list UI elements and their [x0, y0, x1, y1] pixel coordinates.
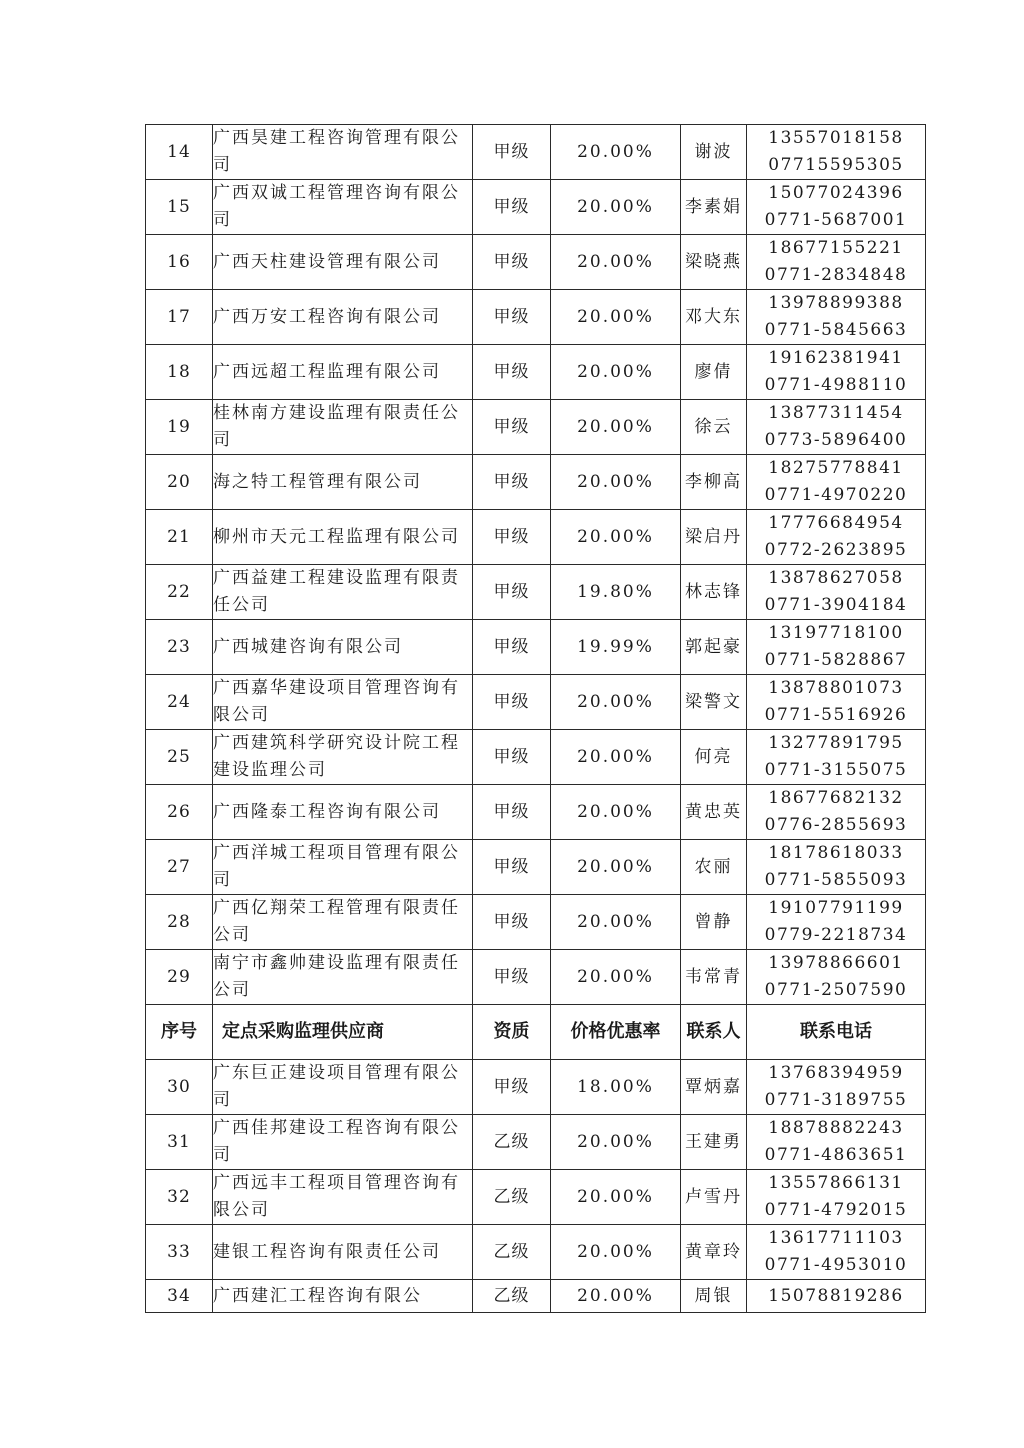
table-row	[146, 235, 926, 290]
row-discount-rate: 20.00%	[551, 840, 681, 895]
row-phone-numbers	[747, 895, 926, 950]
table-row	[146, 455, 926, 510]
row-qualification: 甲级	[473, 455, 551, 510]
row-supplier-name: 广西远丰工程项目管理咨询有限公司	[213, 1170, 473, 1225]
row-seq: 25	[146, 730, 213, 785]
table-row	[146, 1115, 926, 1170]
row-seq: 33	[146, 1225, 213, 1280]
row-contact-person: 谢波	[681, 125, 747, 180]
row-contact-person: 邓大东	[681, 290, 747, 345]
row-phone-numbers	[747, 1170, 926, 1225]
row-qualification: 甲级	[473, 675, 551, 730]
row-seq: 23	[146, 620, 213, 675]
row-discount-rate: 19.80%	[551, 565, 681, 620]
row-discount-rate: 20.00%	[551, 180, 681, 235]
row-supplier-name: 广西建筑科学研究设计院工程建设监理公司	[213, 730, 473, 785]
row-discount-rate: 20.00%	[551, 510, 681, 565]
table-row	[146, 1170, 926, 1225]
header-discount: 价格优惠率	[551, 1005, 681, 1060]
row-supplier-name: 建银工程咨询有限责任公司	[213, 1225, 473, 1280]
row-seq: 29	[146, 950, 213, 1005]
row-seq: 27	[146, 840, 213, 895]
row-phone-numbers	[747, 1060, 926, 1115]
row-seq: 30	[146, 1060, 213, 1115]
header-qualification: 资质	[473, 1005, 551, 1060]
phone-number: 18677682132	[768, 788, 904, 808]
table-row	[146, 785, 926, 840]
phone-number: 0779-2218734	[764, 925, 908, 945]
row-phone-numbers	[747, 290, 926, 345]
phone-number: 13617711103	[768, 1228, 904, 1248]
row-phone-numbers	[747, 785, 926, 840]
row-phone-numbers	[747, 235, 926, 290]
row-phone-numbers	[747, 565, 926, 620]
row-supplier-name: 广东巨正建设项目管理有限公司	[213, 1060, 473, 1115]
phone-number: 13877311454	[768, 403, 904, 423]
row-discount-rate: 20.00%	[551, 345, 681, 400]
header-phone: 联系电话	[747, 1005, 926, 1060]
phone-number: 0771-3904184	[764, 595, 908, 615]
row-phone-numbers	[747, 180, 926, 235]
row-qualification: 甲级	[473, 290, 551, 345]
table-row	[146, 125, 926, 180]
row-contact-person: 廖倩	[681, 345, 747, 400]
row-contact-person: 曾静	[681, 895, 747, 950]
row-discount-rate: 20.00%	[551, 1170, 681, 1225]
row-supplier-name: 广西隆泰工程咨询有限公司	[213, 785, 473, 840]
row-seq: 22	[146, 565, 213, 620]
phone-number: 19162381941	[768, 348, 904, 368]
row-discount-rate: 20.00%	[551, 785, 681, 840]
phone-number: 0771-2507590	[764, 980, 908, 1000]
row-qualification: 甲级	[473, 1060, 551, 1115]
row-discount-rate: 18.00%	[551, 1060, 681, 1115]
phone-number: 0772-2623895	[764, 540, 908, 560]
row-phone-numbers	[747, 1225, 926, 1280]
row-seq: 26	[146, 785, 213, 840]
table-row	[146, 1280, 926, 1313]
row-contact-person: 梁启丹	[681, 510, 747, 565]
row-supplier-name: 桂林南方建设监理有限责任公司	[213, 400, 473, 455]
row-contact-person: 卢雪丹	[681, 1170, 747, 1225]
phone-number: 0771-5687001	[764, 210, 908, 230]
row-seq: 32	[146, 1170, 213, 1225]
phone-number: 0771-4953010	[764, 1255, 908, 1275]
row-discount-rate: 20.00%	[551, 895, 681, 950]
row-contact-person: 梁警文	[681, 675, 747, 730]
row-qualification: 甲级	[473, 895, 551, 950]
table-row	[146, 730, 926, 785]
row-discount-rate: 20.00%	[551, 950, 681, 1005]
row-supplier-name: 广西嘉华建设项目管理咨询有限公司	[213, 675, 473, 730]
row-discount-rate: 20.00%	[551, 235, 681, 290]
phone-number: 18878882243	[768, 1118, 904, 1138]
row-phone-numbers	[747, 455, 926, 510]
row-seq: 28	[146, 895, 213, 950]
row-qualification: 甲级	[473, 345, 551, 400]
table-row	[146, 345, 926, 400]
supplier-table-body	[146, 125, 926, 1313]
table-row	[146, 510, 926, 565]
row-seq: 15	[146, 180, 213, 235]
phone-number: 18677155221	[768, 238, 904, 258]
phone-number: 17776684954	[768, 513, 904, 533]
phone-number: 13197718100	[768, 623, 904, 643]
header-seq: 序号	[146, 1005, 213, 1060]
row-discount-rate: 20.00%	[551, 1115, 681, 1170]
phone-number: 0771-2834848	[764, 265, 908, 285]
row-qualification: 甲级	[473, 565, 551, 620]
table-row	[146, 675, 926, 730]
row-qualification: 甲级	[473, 950, 551, 1005]
row-discount-rate: 20.00%	[551, 290, 681, 345]
phone-number: 15078819286	[768, 1286, 904, 1306]
phone-number: 13557866131	[768, 1173, 904, 1193]
table-row	[146, 400, 926, 455]
phone-number: 0771-5516926	[764, 705, 908, 725]
row-supplier-name: 广西洋城工程项目管理有限公司	[213, 840, 473, 895]
row-supplier-name: 广西益建工程建设监理有限责任公司	[213, 565, 473, 620]
row-contact-person: 梁晓燕	[681, 235, 747, 290]
row-contact-person: 李素娟	[681, 180, 747, 235]
row-contact-person: 周银	[681, 1280, 747, 1313]
phone-number: 15077024396	[768, 183, 904, 203]
row-discount-rate: 20.00%	[551, 730, 681, 785]
row-seq: 17	[146, 290, 213, 345]
row-phone-numbers	[747, 730, 926, 785]
row-qualification: 甲级	[473, 730, 551, 785]
row-phone-numbers	[747, 400, 926, 455]
header-supplier: 定点采购监理供应商	[213, 1005, 473, 1060]
row-qualification: 甲级	[473, 840, 551, 895]
row-seq: 34	[146, 1280, 213, 1313]
row-qualification: 乙级	[473, 1225, 551, 1280]
table-row	[146, 840, 926, 895]
row-contact-person: 何亮	[681, 730, 747, 785]
row-phone-numbers	[747, 1115, 926, 1170]
phone-number: 18178618033	[768, 843, 904, 863]
phone-number: 0771-5828867	[764, 650, 908, 670]
row-qualification: 甲级	[473, 510, 551, 565]
row-discount-rate: 20.00%	[551, 455, 681, 510]
row-phone-numbers	[747, 510, 926, 565]
header-contact: 联系人	[681, 1005, 747, 1060]
row-contact-person: 郭起豪	[681, 620, 747, 675]
row-contact-person: 覃炳嘉	[681, 1060, 747, 1115]
row-seq: 24	[146, 675, 213, 730]
row-qualification: 乙级	[473, 1115, 551, 1170]
row-qualification: 甲级	[473, 180, 551, 235]
phone-number: 0771-4970220	[764, 485, 908, 505]
phone-number: 0776-2855693	[764, 815, 908, 835]
row-phone-numbers	[747, 345, 926, 400]
table-row	[146, 180, 926, 235]
row-qualification: 乙级	[473, 1170, 551, 1225]
row-qualification: 乙级	[473, 1280, 551, 1313]
row-qualification: 甲级	[473, 235, 551, 290]
row-seq: 21	[146, 510, 213, 565]
table-row	[146, 290, 926, 345]
row-discount-rate: 20.00%	[551, 1225, 681, 1280]
row-contact-person: 韦常青	[681, 950, 747, 1005]
table-row	[146, 620, 926, 675]
row-supplier-name: 海之特工程管理有限公司	[213, 455, 473, 510]
phone-number: 13978899388	[768, 293, 904, 313]
row-contact-person: 农丽	[681, 840, 747, 895]
row-contact-person: 黄章玲	[681, 1225, 747, 1280]
supplier-table	[145, 124, 926, 1313]
table-row	[146, 1060, 926, 1115]
phone-number: 13978866601	[768, 953, 904, 973]
phone-number: 13768394959	[768, 1063, 904, 1083]
phone-number: 0771-3155075	[764, 760, 908, 780]
row-phone-numbers	[747, 675, 926, 730]
row-supplier-name: 广西佳邦建设工程咨询有限公司	[213, 1115, 473, 1170]
row-phone-numbers	[747, 620, 926, 675]
row-discount-rate: 20.00%	[551, 1280, 681, 1313]
phone-number: 0771-3189755	[764, 1090, 908, 1110]
row-discount-rate: 20.00%	[551, 125, 681, 180]
phone-number: 19107791199	[768, 898, 904, 918]
phone-number: 0771-4863651	[764, 1145, 908, 1165]
row-discount-rate: 20.00%	[551, 400, 681, 455]
row-discount-rate: 19.99%	[551, 620, 681, 675]
phone-number: 13878801073	[768, 678, 904, 698]
phone-number: 13878627058	[768, 568, 904, 588]
row-supplier-name: 广西城建咨询有限公司	[213, 620, 473, 675]
phone-number: 0773-5896400	[764, 430, 908, 450]
row-discount-rate: 20.00%	[551, 675, 681, 730]
row-contact-person: 黄忠英	[681, 785, 747, 840]
row-seq: 20	[146, 455, 213, 510]
phone-number: 0771-4988110	[764, 375, 908, 395]
row-supplier-name: 广西远超工程监理有限公司	[213, 345, 473, 400]
table-row	[146, 895, 926, 950]
row-phone-numbers	[747, 1280, 926, 1313]
phone-number: 13557018158	[768, 128, 904, 148]
phone-number: 13277891795	[768, 733, 904, 753]
row-contact-person: 王建勇	[681, 1115, 747, 1170]
row-qualification: 甲级	[473, 125, 551, 180]
table-row	[146, 950, 926, 1005]
row-supplier-name: 广西万安工程咨询有限公司	[213, 290, 473, 345]
row-seq: 14	[146, 125, 213, 180]
table-row	[146, 1225, 926, 1280]
row-qualification: 甲级	[473, 620, 551, 675]
row-supplier-name: 南宁市鑫帅建设监理有限责任公司	[213, 950, 473, 1005]
row-phone-numbers	[747, 840, 926, 895]
row-contact-person: 徐云	[681, 400, 747, 455]
row-qualification: 甲级	[473, 400, 551, 455]
row-qualification: 甲级	[473, 785, 551, 840]
table-row	[146, 565, 926, 620]
row-seq: 16	[146, 235, 213, 290]
row-supplier-name: 广西建汇工程咨询有限公	[213, 1280, 473, 1313]
phone-number: 0771-4792015	[764, 1200, 908, 1220]
row-supplier-name: 广西亿翔荣工程管理有限责任公司	[213, 895, 473, 950]
phone-number: 07715595305	[768, 155, 904, 175]
phone-number: 0771-5845663	[764, 320, 908, 340]
row-contact-person: 李柳高	[681, 455, 747, 510]
row-seq: 31	[146, 1115, 213, 1170]
row-supplier-name: 广西双诚工程管理咨询有限公司	[213, 180, 473, 235]
phone-number: 0771-5855093	[764, 870, 908, 890]
row-seq: 18	[146, 345, 213, 400]
row-seq: 19	[146, 400, 213, 455]
row-phone-numbers	[747, 125, 926, 180]
row-supplier-name: 广西昊建工程咨询管理有限公司	[213, 125, 473, 180]
phone-number: 18275778841	[768, 458, 904, 478]
table-header-row	[146, 1005, 926, 1060]
row-phone-numbers	[747, 950, 926, 1005]
row-contact-person: 林志锋	[681, 565, 747, 620]
row-supplier-name: 柳州市天元工程监理有限公司	[213, 510, 473, 565]
row-supplier-name: 广西天柱建设管理有限公司	[213, 235, 473, 290]
